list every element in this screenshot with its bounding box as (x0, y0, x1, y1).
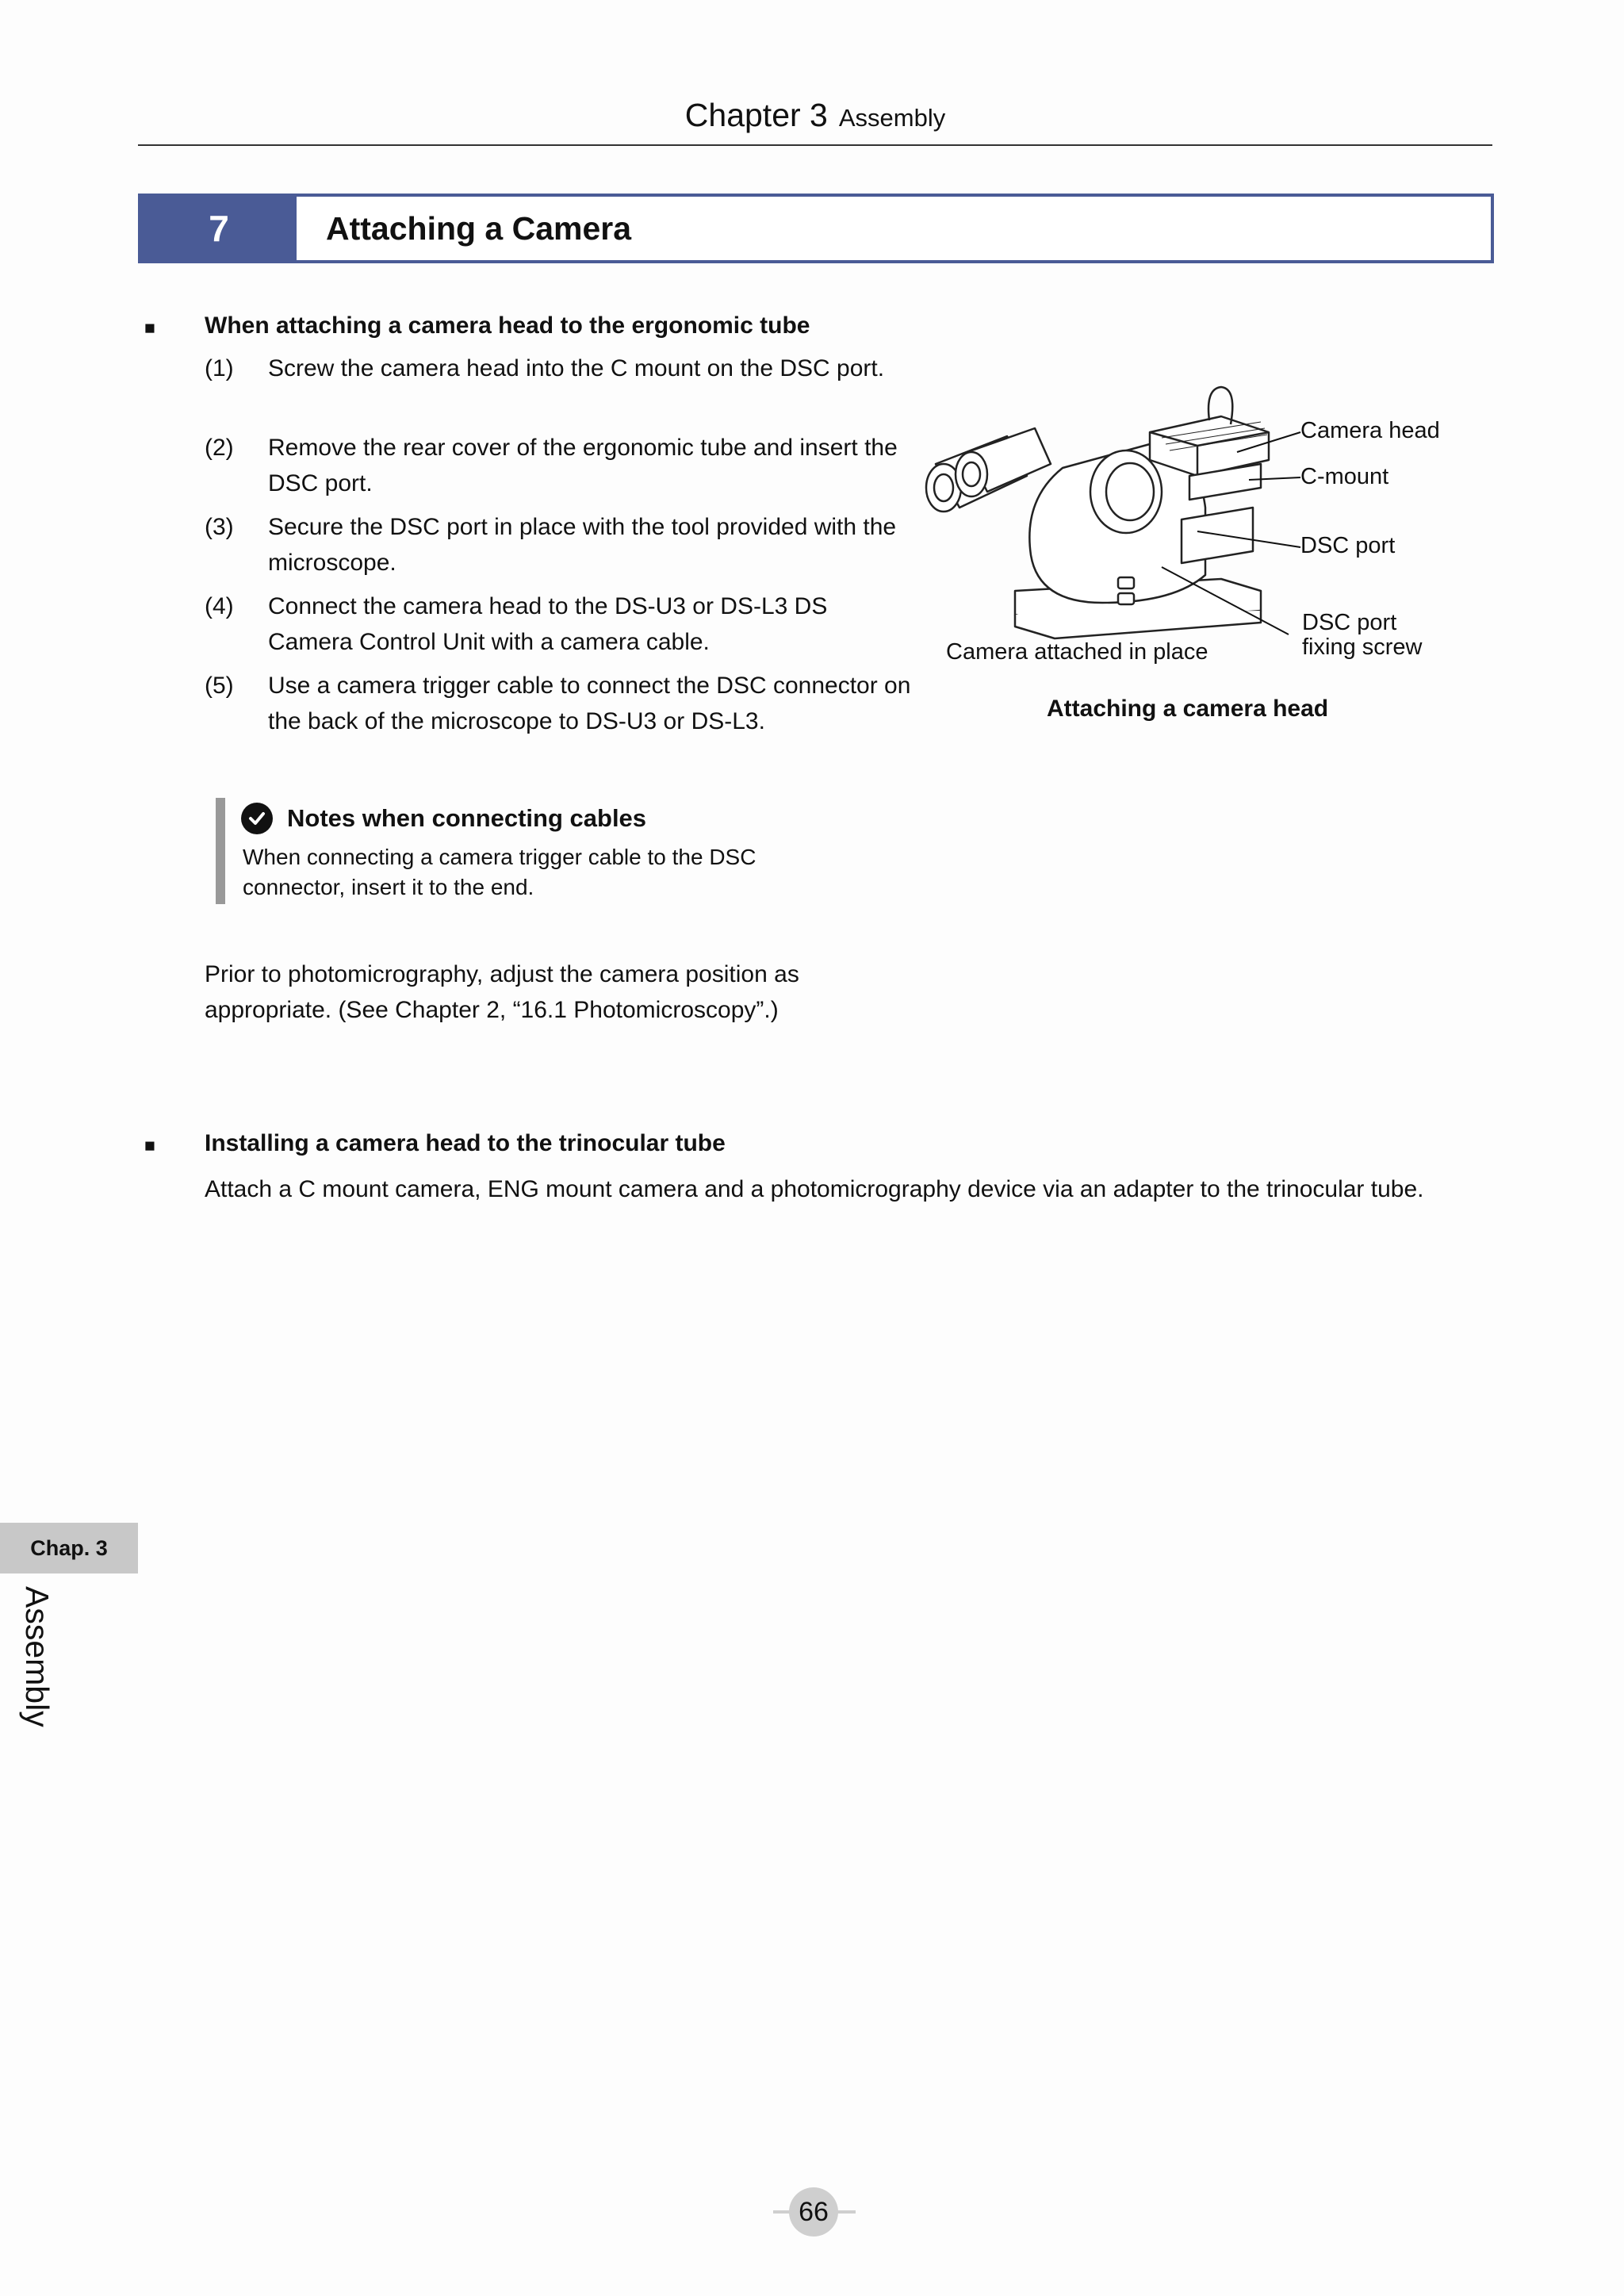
step-number: (2) (205, 435, 234, 461)
label-attached: Camera attached in place (946, 639, 1208, 665)
label-dsc-port-screw-line1: DSC port (1302, 610, 1397, 635)
header-rule (138, 144, 1492, 146)
figure-caption: Attaching a camera head (1047, 696, 1329, 722)
note-bar (216, 798, 225, 904)
step-text: Connect the camera head to the DS-U3 or DS-L3 DS Camera Control Unit with a camera cable. (268, 593, 828, 655)
section-title: Attaching a Camera (326, 209, 632, 247)
label-dsc-port: DSC port (1300, 533, 1396, 558)
section-number: 7 (141, 197, 297, 260)
checkmark-icon (241, 803, 273, 834)
step-text: Use a camera trigger cable to connect the DSC connector on the back of the microscope to DS-U3 or DS-L3. (268, 673, 911, 734)
chapter-title: Chapter 3 (684, 97, 828, 133)
bullet-marker: ■ (144, 317, 155, 338)
note-body: When connecting a camera trigger cable to the DSC connector, insert it to the end. (243, 845, 756, 899)
body-paragraph: Attach a C mount camera, ENG mount camera and a photomicrography device via an adapter to the trinocular tube. (205, 1176, 1424, 1202)
step-number: (5) (205, 673, 234, 699)
step-text: Remove the rear cover of the ergonomic tube and insert the DSC port. (268, 435, 898, 496)
chapter-subtitle: Assembly (838, 104, 946, 132)
section-banner (138, 194, 1494, 263)
chapter-tab-vertical-text: Assembly (19, 1586, 56, 1727)
page-number: 66 (789, 2187, 838, 2237)
step-number: (3) (205, 514, 234, 540)
step-number: (4) (205, 593, 234, 619)
label-camera-head: Camera head (1300, 418, 1440, 443)
subsection-heading: When attaching a camera head to the ergonomic tube (205, 312, 810, 339)
step-text: Secure the DSC port in place with the tool provided with the microscope. (268, 514, 897, 576)
body-paragraph: Prior to photomicrography, adjust the camera position as appropriate. (See Chapter 2, “16.1 Photomicroscopy”.) (205, 961, 799, 1023)
note-title: Notes when connecting cables (287, 804, 647, 832)
microscope-figure (888, 373, 1522, 674)
bullet-marker: ■ (144, 1135, 155, 1156)
chapter-tab: Chap. 3 (0, 1523, 138, 1573)
label-c-mount: C-mount (1300, 464, 1389, 489)
step-number: (1) (205, 355, 234, 381)
step-text: Screw the camera head into the C mount on the DSC port. (268, 355, 885, 381)
subsection-heading: Installing a camera head to the trinocular tube (205, 1130, 726, 1156)
label-dsc-port-screw-line2: fixing screw (1302, 634, 1423, 660)
page-header (138, 97, 1492, 134)
